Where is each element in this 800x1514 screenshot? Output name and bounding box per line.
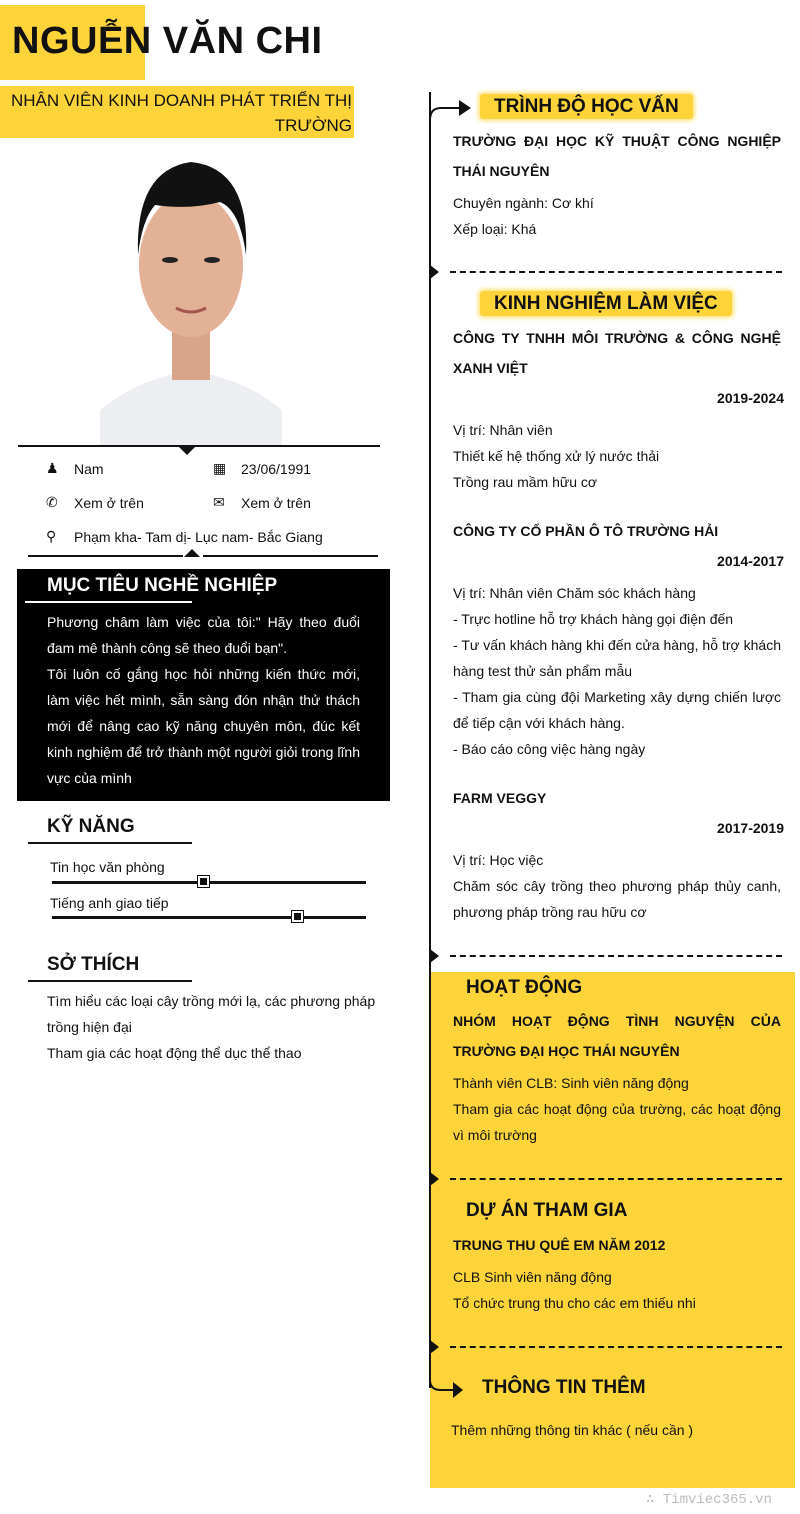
user-icon: ♟ (46, 460, 59, 476)
timeline-marker-icon (430, 1172, 439, 1186)
job-line: Thiết kế hệ thống xử lý nước thải (453, 448, 660, 464)
arrow-right-icon (429, 1370, 465, 1402)
calendar-icon: ▦ (213, 460, 227, 476)
skill-bar (52, 916, 366, 919)
job-line: Vị trí: Nhân viên Chăm sóc khách hàng (453, 585, 696, 601)
info-address (46, 528, 323, 545)
activities-section (453, 1006, 781, 1148)
dashed-divider (450, 955, 782, 957)
gender-value: Nam (74, 460, 104, 477)
timeline-marker-icon (430, 265, 439, 279)
timeline-marker-icon (430, 1340, 439, 1354)
experience-title-text: KINH NGHIỆM LÀM VIỆC (480, 291, 732, 316)
skill-level-marker (198, 876, 209, 887)
address-value: Phạm kha- Tam dị- Lục nam- Bắc Giang (74, 528, 323, 545)
arrow-right-icon (429, 96, 473, 122)
organization-name: NHÓM HOẠT ĐỘNG TÌNH NGUYỆN CỦA TRƯỜNG ĐẠI HỌC THÁI NGUYÊN (453, 1013, 781, 1059)
skill-bar (52, 881, 366, 884)
education-line: Chuyên ngành: Cơ khí (453, 195, 594, 211)
activity-line: Thành viên CLB: Sinh viên năng động (453, 1075, 689, 1091)
info-phone (46, 494, 144, 511)
job-lines (453, 847, 781, 925)
divider (203, 555, 378, 557)
dashed-divider (450, 1178, 782, 1180)
hobbies-list (47, 988, 387, 1066)
job-years: 2014-2017 (717, 553, 784, 569)
job-line: - Tham gia cùng đội Marketing xây dựng chiến lược để tiếp cận với khách hàng. (453, 689, 781, 731)
skill-label: Tiếng anh giao tiếp (50, 895, 169, 911)
activities-title: HOẠT ĐỘNG (466, 977, 583, 998)
objective-p1: Phương châm làm việc của tôi:" Hãy theo đuổi đam mê thành công sẽ theo đuổi bạn". (47, 614, 360, 656)
job-years: 2019-2024 (717, 390, 784, 406)
company-name: CÔNG TY CỔ PHẦN Ô TÔ TRƯỜNG HẢI (453, 523, 719, 539)
job-entry (453, 323, 784, 495)
projects-section (453, 1230, 781, 1316)
info-gender (46, 460, 104, 477)
triangle-up-icon (184, 549, 200, 557)
projects-title: DỰ ÁN THAM GIA (466, 1200, 628, 1221)
project-line: Tổ chức trung thu cho các em thiếu nhi (453, 1295, 696, 1311)
divider (28, 980, 192, 982)
objective-p2: Tôi luôn cố gắng học hỏi những kiến thức mới, làm việc hết mình, sẵn sàng đón nhận thử thách mới để nâng cao kỹ năng chuyên môn, đúc kết kinh nghiệm để trở thành một người giỏi trong lĩnh vực của mình (47, 666, 360, 786)
objective-title: MỤC TIÊU NGHỀ NGHIỆP (47, 575, 278, 596)
experience-title (480, 293, 732, 315)
divider (28, 842, 192, 844)
project-name: TRUNG THU QUÊ EM NĂM 2012 (453, 1237, 666, 1253)
hobbies-title: SỞ THÍCH (47, 954, 140, 975)
divider (18, 445, 380, 447)
school-name: TRƯỜNG ĐẠI HỌC KỸ THUẬT CÔNG NGHIỆP THÁI NGUYÊN (453, 133, 781, 179)
hobby-item: Tìm hiểu các loại cây trồng mới lạ, các phương pháp trồng hiện đại (47, 993, 376, 1035)
phone-icon: ✆ (46, 494, 58, 510)
education-line: Xếp loại: Khá (453, 221, 537, 237)
dob-value: 23/06/1991 (241, 460, 312, 477)
hobby-item: Tham gia các hoạt động thể dục thể thao (47, 1045, 302, 1061)
skill-level-marker (292, 911, 303, 922)
info-email (213, 494, 311, 511)
dashed-divider (450, 271, 782, 273)
divider (28, 555, 183, 557)
job-title (0, 86, 354, 138)
triangle-down-icon (179, 447, 195, 455)
profile-photo (100, 140, 282, 445)
activity-line: Tham gia các hoạt động của trường, các hoạt động vì môi trường (453, 1101, 781, 1143)
phone-value: Xem ở trên (74, 494, 144, 511)
skill-label: Tin học văn phòng (50, 859, 165, 875)
watermark: ∴ Timviec365.vn (645, 1492, 772, 1508)
dashed-divider (450, 1346, 782, 1348)
job-line: - Tư vấn khách hàng khi đến cửa hàng, hỗ trợ khách hàng test thử sản phẩm mẫu (453, 637, 781, 679)
job-line: Trồng rau mầm hữu cơ (453, 474, 598, 490)
job-line: Chăm sóc cây trồng theo phương pháp thủy canh, phương pháp trồng rau hữu cơ (453, 878, 781, 920)
extra-title: THÔNG TIN THÊM (482, 1377, 646, 1398)
objective-text (47, 609, 360, 791)
job-years: 2017-2019 (717, 820, 784, 836)
job-entry (453, 516, 784, 762)
candidate-name: NGUỄN VĂN CHI (12, 20, 323, 62)
job-line: Vị trí: Nhân viên (453, 422, 553, 438)
education-section (453, 126, 781, 242)
info-dob (213, 460, 311, 477)
job-line: - Trực hotline hỗ trợ khách hàng gọi điện đến (453, 611, 734, 627)
envelope-icon: ✉ (213, 494, 225, 510)
activity-lines (453, 1070, 781, 1148)
company-name: FARM VEGGY (453, 790, 547, 806)
job-title-line1: NHÂN VIÊN KINH DOANH PHÁT TRIỂN THỊ (11, 91, 352, 110)
timeline-line (429, 92, 431, 1388)
job-title-line2: TRƯỜNG (274, 116, 352, 135)
timeline-marker-icon (430, 949, 439, 963)
job-line: Vị trí: Học việc (453, 852, 544, 868)
education-title-text: TRÌNH ĐỘ HỌC VẤN (480, 94, 693, 119)
divider (25, 601, 192, 603)
extra-text: Thêm những thông tin khác ( nếu cần ) (451, 1422, 694, 1438)
job-line: - Báo cáo công việc hàng ngày (453, 741, 646, 757)
education-title (480, 96, 693, 118)
job-lines (453, 580, 781, 762)
map-marker-icon: ⚲ (46, 528, 57, 544)
company-name: CÔNG TY TNHH MÔI TRƯỜNG & CÔNG NGHỆ XANH VIỆT (453, 330, 781, 376)
email-value: Xem ở trên (241, 494, 311, 511)
project-line: CLB Sinh viên năng động (453, 1269, 612, 1285)
job-entry (453, 783, 784, 925)
skills-title: KỸ NĂNG (47, 816, 135, 837)
objective-section (17, 569, 390, 801)
